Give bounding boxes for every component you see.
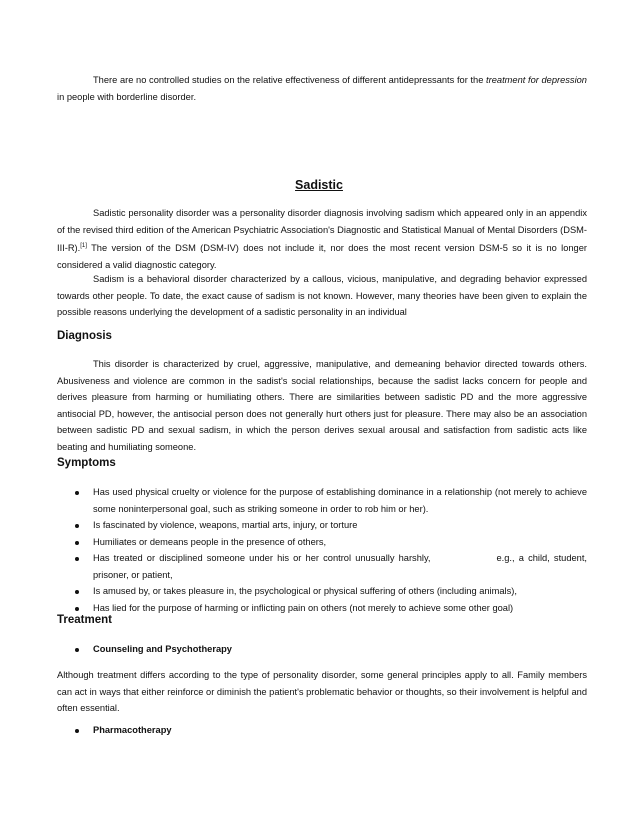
bullet-icon bbox=[75, 541, 79, 545]
para1-text: Sadistic personality disorder was a personality disorder diagnosis involving sadism which appeared only in an appendix of the revised third edition of the American Psychiatric Association's Diagnostic and Statistical Manual of Mental Disorders (DSM-III-R). bbox=[57, 208, 587, 254]
bullet-icon bbox=[75, 648, 79, 652]
para1-text-end: The version of the DSM (DSM-IV) does not include it, nor does the most recent version DSM-5 so it is no longer considered a valid diagnostic category. bbox=[57, 243, 587, 270]
subheading-text: Counseling and Psychotherapy bbox=[93, 644, 232, 654]
diagnosis-heading: Diagnosis bbox=[57, 330, 112, 342]
symptoms-list bbox=[57, 484, 587, 616]
list-item bbox=[57, 600, 587, 617]
diagnosis-paragraph: This disorder is characterized by cruel, aggressive, manipulative, and demeaning behavior directed towards others. Abusiveness and violence are common in the sadist's social relationships, because the sadist lacks concern for people and derives pleasure from harming or humiliating others. There are similarities between sadistic PD and the more aggressive antisocial PD, however, the antisocial person does not generally hurt others just for pleasure. There may also be an association between sadistic PD and sexual sadism, in which the person derives sexual arousal and satisfaction from sadistic acts like beating and humiliating someone. bbox=[57, 359, 587, 452]
bullet-icon bbox=[75, 557, 79, 561]
intro-italic-text: treatment for depression bbox=[486, 75, 587, 85]
sadistic-paragraph-2: Sadism is a behavioral disorder characterized by a callous, vicious, manipulative, and degrading behavior expressed towards other people. To date, the exact cause of sadism is not known. However, many theories have been given to explain the possible reasons underlying the development of a sadistic personality in an individual bbox=[57, 274, 587, 317]
bullet-icon bbox=[75, 524, 79, 528]
footnote-link[interactable]: [1] bbox=[80, 243, 87, 249]
treatment-subheading-counseling bbox=[57, 641, 232, 658]
intro-paragraph bbox=[57, 72, 587, 105]
list-item-text: Has lied for the purpose of harming or inflicting pain on others (not merely to achieve some other goal) bbox=[93, 602, 514, 613]
treatment-heading: Treatment bbox=[57, 614, 112, 626]
sadistic-paragraph-1 bbox=[57, 205, 587, 273]
list-item-text: Is amused by, or takes pleasure in, the psychological or physical suffering of others (including animals), bbox=[93, 586, 517, 596]
treatment-subheading-pharmacotherapy bbox=[57, 722, 172, 739]
list-item-text: Has treated or disciplined someone under his or her control unusually harshly, bbox=[93, 553, 431, 563]
list-item bbox=[57, 534, 587, 551]
bullet-icon bbox=[75, 491, 79, 495]
list-item bbox=[57, 517, 587, 534]
bullet-icon bbox=[75, 590, 79, 594]
subheading-text: Pharmacotherapy bbox=[93, 725, 172, 735]
bullet-icon bbox=[75, 729, 79, 733]
list-item-text-tail: e.g., a child, student, prisoner, or patient, bbox=[93, 553, 587, 580]
list-item-text: Humiliates or demeans people in the presence of others, bbox=[93, 536, 327, 547]
symptoms-heading: Symptoms bbox=[57, 457, 116, 469]
page-title: Sadistic bbox=[295, 178, 343, 192]
list-item-text: Is fascinated by violence, weapons, martial arts, injury, or torture bbox=[93, 520, 358, 530]
bullet-icon bbox=[75, 607, 79, 611]
intro-text-end: in people with borderline disorder. bbox=[57, 91, 197, 102]
intro-text: There are no controlled studies on the relative effectiveness of different antidepressants for the bbox=[93, 75, 487, 85]
list-item-text: Has used physical cruelty or violence for the purpose of establishing dominance in a relationship (not merely to achieve some noninterpersonal goal, such as striking someone in order to rob him or her). bbox=[93, 487, 587, 514]
list-item bbox=[57, 583, 587, 600]
list-item bbox=[57, 550, 587, 583]
list-item bbox=[57, 484, 587, 517]
treatment-paragraph: Although treatment differs according to the type of personality disorder, some general principles apply to all. Family members can act in ways that either reinforce or diminish the patient's problematic behavior or thoughts, so their involvement is helpful and often essential. bbox=[57, 670, 587, 713]
